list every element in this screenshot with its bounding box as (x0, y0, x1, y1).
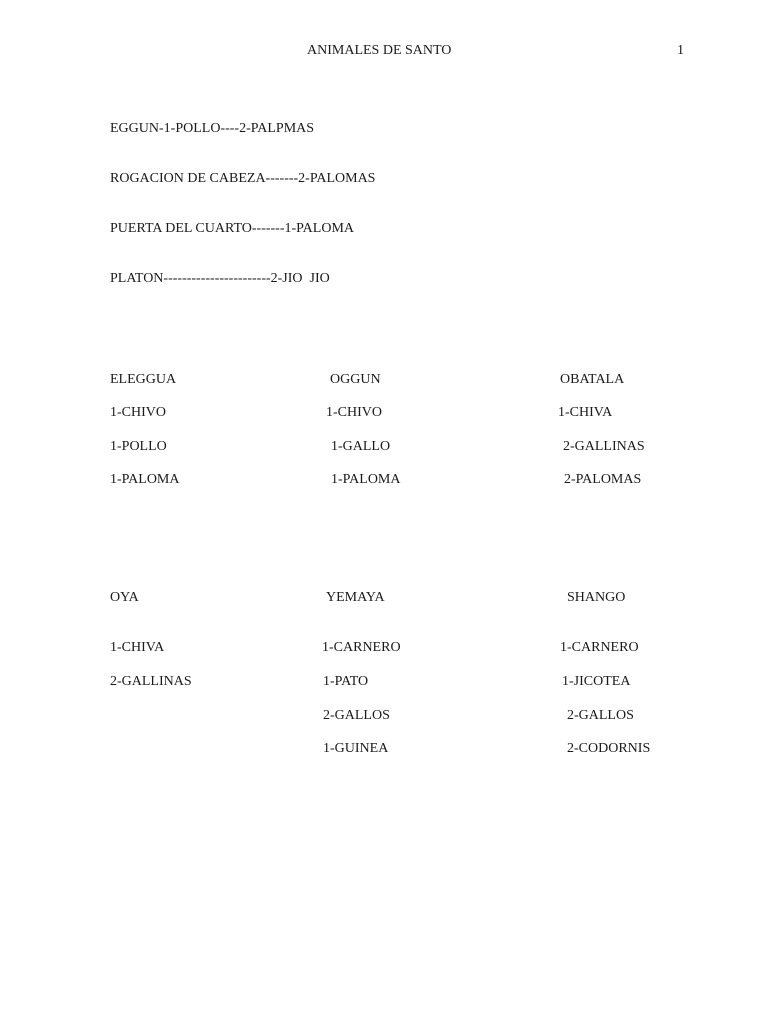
animal-item: 1-PALOMA (110, 472, 180, 487)
offering-line: EGGUN-1-POLLO----2-PALPMAS (110, 121, 315, 136)
animal-item: 1-CHIVA (110, 640, 165, 655)
offering-line: PLATON-----------------------2-JIO JIO (110, 271, 330, 286)
deity-heading-oggun: OGGUN (330, 372, 381, 387)
animal-item: 1-CHIVO (110, 405, 166, 420)
animal-item: 2-CODORNIS (567, 741, 651, 756)
page-title: ANIMALES DE SANTO (307, 43, 452, 58)
animal-item: 1-CHIVO (326, 405, 382, 420)
animal-item: 2-GALLOS (323, 708, 390, 723)
animal-item: 1-CARNERO (560, 640, 639, 655)
animal-item: 1-POLLO (110, 439, 167, 454)
animal-item: 1-JICOTEA (562, 674, 631, 689)
deity-heading-oya: OYA (110, 590, 139, 605)
deity-heading-shango: SHANGO (567, 590, 626, 605)
animal-item: 2-PALOMAS (564, 472, 642, 487)
animal-item: 1-PALOMA (331, 472, 401, 487)
offering-line: PUERTA DEL CUARTO-------1-PALOMA (110, 221, 355, 236)
animal-item: 1-CHIVA (558, 405, 613, 420)
animal-item: 2-GALLINAS (563, 439, 645, 454)
animal-item: 1-GUINEA (323, 741, 389, 756)
deity-heading-eleggua: ELEGGUA (110, 372, 177, 387)
deity-heading-obatala: OBATALA (560, 372, 625, 387)
deity-heading-yemaya: YEMAYA (326, 590, 385, 605)
animal-item: 2-GALLOS (567, 708, 634, 723)
animal-item: 2-GALLINAS (110, 674, 192, 689)
page-number: 1 (677, 43, 684, 58)
animal-item: 1-PATO (323, 674, 369, 689)
animal-item: 1-CARNERO (322, 640, 401, 655)
animal-item: 1-GALLO (331, 439, 391, 454)
offering-line: ROGACION DE CABEZA-------2-PALOMAS (110, 171, 376, 186)
